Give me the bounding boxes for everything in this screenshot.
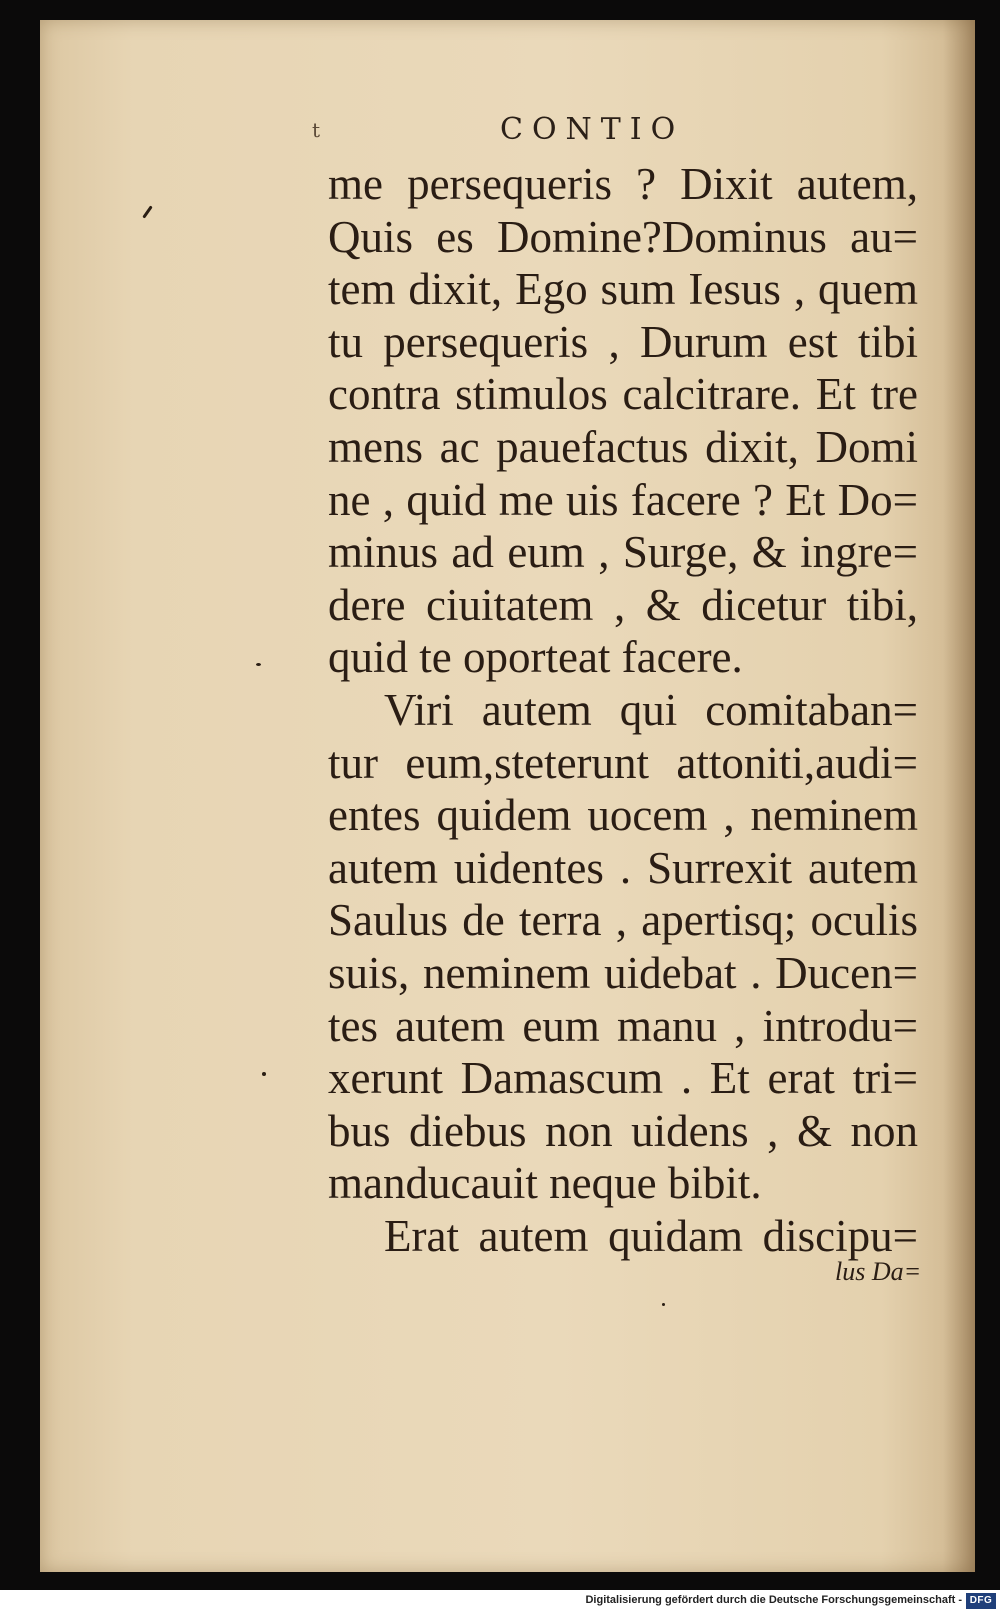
text-line: Saulus de terra , apertisq; oculis [328, 895, 918, 946]
text-line: me persequeris ? Dixit autem, [328, 159, 918, 209]
text-line: Viri autem qui comitaban= [384, 684, 918, 735]
dfg-logo: DFG [966, 1593, 996, 1609]
page-edge-shadow [943, 20, 975, 1572]
text-line: suis, neminem uidebat . Ducen= [328, 947, 918, 998]
text-line: xerunt Damascum . Et erat tri= [328, 1053, 918, 1104]
text-line: Quis es Domine?Dominus au= [328, 211, 918, 262]
text-line: tu persequeris , Durum est tibi [328, 316, 918, 367]
ink-spot [256, 663, 261, 666]
text-line: minus ad eum , Surge, & ingre= [328, 527, 918, 578]
text-line: mens ac pauefactus dixit, Domi [328, 421, 918, 472]
text-line: contra stimulos calcitrare. Et tre [328, 369, 918, 420]
text-line: entes quidem uocem , neminem [328, 790, 918, 841]
text-line: autem uidentes . Surrexit autem [328, 842, 918, 893]
text-line: tur eum,steterunt attoniti,audi= [328, 737, 918, 788]
digitization-footer [0, 1590, 1000, 1615]
text-line: Erat autem quidam discipu= [384, 1210, 918, 1261]
ink-spot [142, 205, 152, 218]
ink-spot [662, 1303, 665, 1306]
text-line: dere ciuitatem , & dicetur tibi, [328, 579, 918, 630]
ink-spot [262, 1072, 266, 1076]
text-line: bus diebus non uidens , & non [328, 1105, 918, 1156]
text-line: tem dixit, Ego sum Iesus , quem [328, 264, 918, 315]
running-head: CONTIO [500, 112, 685, 147]
text-line: tes autem eum manu , introdu= [328, 1000, 918, 1051]
running-head-mark: t [312, 118, 321, 142]
catchword: lus Da= [835, 1257, 922, 1286]
text-line: quid te oporteat facere. [328, 632, 743, 683]
body-text [328, 158, 928, 1262]
text-line: manducauit neque bibit. [328, 1158, 762, 1209]
funding-credit: Digitalisierung gefördert durch die Deutsche Forschungsgemeinschaft - [585, 1594, 962, 1606]
text-line: ne , quid me uis facere ? Et Do= [328, 474, 918, 525]
